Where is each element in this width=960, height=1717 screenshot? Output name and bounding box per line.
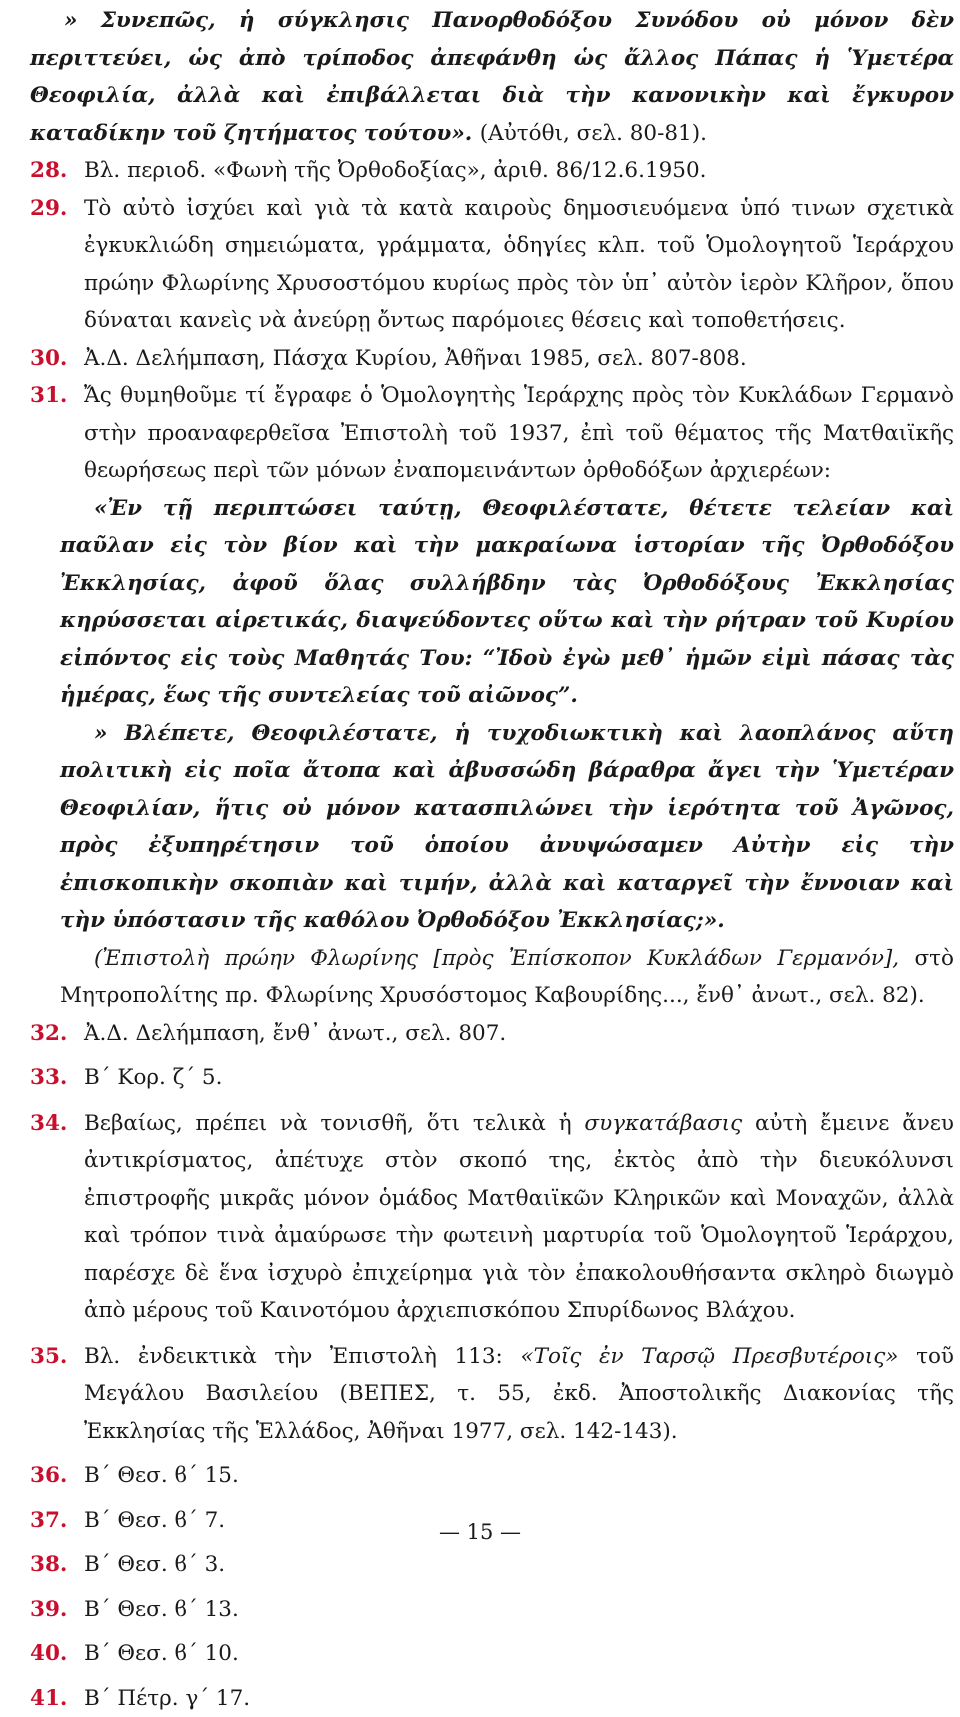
footnote-italic: συγκατάβασις xyxy=(584,1111,742,1136)
footnote-39 xyxy=(30,1591,954,1629)
quote-paragraph-2: » Βλέπετε, Θεοφιλέστατε, ἡ τυχοδιωκτικὴ καὶ λαοπλάνος αὕτη πολιτικὴ εἰς ποῖα ἄτοπα καὶ ἀβυσσώδη βάραθρα ἄγει τὴν Ὑμετέραν Θεοφιλίαν, ἥτις οὐ μόνον κατασπιλώνει τὴν ἱερότητα τοῦ Ἀγῶνος, πρὸς ἐξυπηρέτησιν τοῦ ὁποίου ἀνυψώσαμεν Αὐτὴν εἰς τὴν ἐπισκοπικὴν σκοπιὰν καὶ τιμήν, ἀλλὰ καὶ καταργεῖ τὴν ἔννοιαν καὶ τὴν ὑπόστασιν τῆς καθόλου Ὀρθοδόξου Ἐκκλησίας;». xyxy=(60,715,954,940)
footnote-text: Ἀ.Δ. Δελήμπαση, Πάσχα Κυρίου, Ἀθῆναι 1985, σελ. 807-808. xyxy=(84,346,747,371)
footnote-text: Β´ Θεσ. ϐ´ 13. xyxy=(84,1597,239,1622)
footnote-number: 34. xyxy=(30,1105,84,1143)
footnote-40 xyxy=(30,1635,954,1673)
footnote-text: Β´ Κορ. ζ´ 5. xyxy=(84,1065,222,1090)
footnote-text: Β´ Θεσ. ϐ´ 7. xyxy=(84,1508,225,1533)
footnote-29 xyxy=(30,190,954,340)
document-page xyxy=(30,2,954,1717)
footnote-text: Ἀ.Δ. Δελήμπαση, ἔνθ᾽ ἀνωτ., σελ. 807. xyxy=(84,1021,506,1046)
footnote-text: Β´ Θεσ. ϐ´ 3. xyxy=(84,1552,225,1577)
quote-paragraph-1: «Ἐν τῇ περιπτώσει ταύτῃ, Θεοφιλέστατε, θέτετε τελείαν καὶ παῦλαν εἰς τὸν βίον καὶ τὴν μακραίωνα ἱστορίαν τῆς Ὀρθοδόξου Ἐκκλησίας, ἀφοῦ ὅλας συλλήβδην τὰς Ὀρθοδόξους Ἐκκλησίας κηρύσσεται αἱρετικάς, διαψεύδοντες οὕτω καὶ τὴν ρήτραν τοῦ Κυρίου εἰπόντος εἰς τοὺς Μαθητάς Του: “Ἰδοὺ ἐγὼ μεθ᾽ ἡμῶν εἰμὶ πάσας τὰς ἡμέρας, ἕως τῆς συντελείας τοῦ αἰῶνος”. xyxy=(60,490,954,715)
footnote-35 xyxy=(30,1338,954,1451)
footnote-32 xyxy=(30,1015,954,1053)
footnote-number: 28. xyxy=(30,152,84,190)
footnote-number: 31. xyxy=(30,377,84,415)
footnote-number: 39. xyxy=(30,1591,84,1629)
quote-source xyxy=(60,940,954,1015)
footnote-number: 41. xyxy=(30,1680,84,1717)
source-rest: στὸ Μητροπολίτης πρ. Φλωρίνης Χρυσόστομος Καβουρίδης..., ἔνθ᾽ ἀνωτ., σελ. 82). xyxy=(60,946,954,1009)
footnote-text-pre: Βλ. ἐνδεικτικὰ τὴν Ἐπιστολὴ 113: xyxy=(84,1344,520,1369)
footnote-number: 38. xyxy=(30,1546,84,1584)
footnote-text: Τὸ αὐτὸ ἰσχύει καὶ γιὰ τὰ κατὰ καιροὺς δημοσιευόμενα ὑπό τινων σχετικὰ ἐγκυκλιώδη σημειώματα, γράμματα, ὁδηγίες κλπ. τοῦ Ὁμολογητοῦ Ἱεράρχου πρώην Φλωρίνης Χρυσοστόμου κυρίως πρὸς τὸν ὑπ᾽ αὐτὸν ἱερὸν Κλῆρον, ὅπου δύναται κανεὶς νὰ ἀνεύρῃ ὄντως παρόμοιες θέσεις καὶ τοποθετήσεις. xyxy=(84,196,954,334)
footnote-text-pre: Βεβαίως, πρέπει νὰ τονισθῆ, ὅτι τελικὰ ἡ xyxy=(84,1111,584,1136)
footnote-text-post: αὐτὴ ἔμεινε ἄνευ ἀντικρίσματος, ἀπέτυχε στὸν σκοπό της, ἐκτὸς ἀπὸ τὴν διευκόλυνσι ἐπιστροφῆς μικρᾶς μόνον ὁμάδος Ματθαιϊκῶν Κληρικῶν καὶ Μοναχῶν, ἀλλὰ καὶ τρόπον τινὰ ἀμαύρωσε τὴν φωτεινὴ μαρτυρία τοῦ Ὁμολογητοῦ Ἱεράρχου, παρέσχε δὲ ἕνα ἰσχυρὸ ἐπιχείρημα γιὰ τὸν ἐπακολουθήσαντα σκληρὸ διωγμὸ ἀπὸ μέρους τοῦ Καινοτόμου ἀρχιεπισκόπου Σπυρίδωνος Βλάχου. xyxy=(84,1111,954,1324)
footnote-number: 33. xyxy=(30,1059,84,1097)
footnote-text: Ἄς θυμηθοῦμε τί ἔγραφε ὁ Ὁμολογητὴς Ἱεράρχης πρὸς τὸν Κυκλάδων Γερμανὸ στὴν προαναφερθεῖσα Ἐπιστολὴ τοῦ 1937, ἐπὶ τοῦ θέματος τῆς Ματθαιϊκῆς θεωρήσεως περὶ τῶν μόνων ἐναπομεινάντων ὀρθοδόξων ἀρχιερέων: xyxy=(84,383,954,483)
footnote-41 xyxy=(30,1680,954,1717)
source-title: (Ἐπιστολὴ πρώην Φλωρίνης [πρὸς Ἐπίσκοπον Κυκλάδων Γερμανόν], xyxy=(94,946,899,971)
footnote-number: 40. xyxy=(30,1635,84,1673)
footnote-text: Βλ. περιοδ. «Φωνὴ τῆς Ὀρθοδοξίας», ἀριθ. 86/12.6.1950. xyxy=(84,158,707,183)
quote-continuation xyxy=(30,2,954,152)
footnote-number: 29. xyxy=(30,190,84,228)
footnote-number: 37. xyxy=(30,1502,84,1540)
footnote-34 xyxy=(30,1105,954,1330)
footnote-number: 32. xyxy=(30,1015,84,1053)
footnote-italic: «Τοῖς ἐν Ταρσῷ Πρεσβυτέροις» xyxy=(520,1344,898,1369)
footnote-number: 35. xyxy=(30,1338,84,1376)
footnote-number: 36. xyxy=(30,1457,84,1495)
footnote-33 xyxy=(30,1059,954,1097)
footnote-31-body xyxy=(30,490,954,1015)
footnote-38 xyxy=(30,1546,954,1584)
footnote-31 xyxy=(30,377,954,1015)
footnote-30 xyxy=(30,340,954,378)
quote-reference: (Αὐτόθι, σελ. 80-81). xyxy=(480,121,707,146)
footnote-text: Β´ Θεσ. ϐ´ 10. xyxy=(84,1641,239,1666)
footnote-text: Β´ Θεσ. ϐ´ 15. xyxy=(84,1463,239,1488)
footnote-number: 30. xyxy=(30,340,84,378)
footnote-31-intro xyxy=(30,377,954,490)
quote-text: » Συνεπῶς, ἡ σύγκλησις Πανορθοδόξου Συνόδου οὐ μόνον δὲν περιττεύει, ὡς ἀπὸ τρίποδος ἀπεφάνθη ὡς ἄλλος Πάπας ἡ Ὑμετέρα Θεοφιλία, ἀλλὰ καὶ ἐπιβάλλεται διὰ τὴν κανονικὴν καὶ ἔγκυρον καταδίκην τοῦ ζητήματος τούτου». xyxy=(30,8,954,146)
page-number: — 15 — xyxy=(0,1520,960,1544)
footnote-text: Β´ Πέτρ. γ´ 17. xyxy=(84,1686,250,1711)
footnote-text-post: τοῦ Μεγάλου Βασιλείου (ΒΕΠΕΣ, τ. 55, ἐκδ. Ἀποστολικῆς Διακονίας τῆς Ἐκκλησίας τῆς Ἑλλάδος, Ἀθῆναι 1977, σελ. 142-143). xyxy=(84,1344,954,1444)
footnote-36 xyxy=(30,1457,954,1495)
footnote-28 xyxy=(30,152,954,190)
